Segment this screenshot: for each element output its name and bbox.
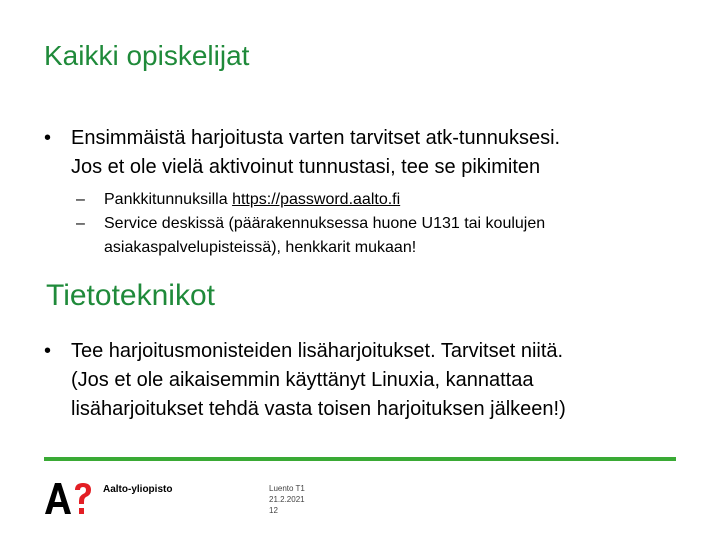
bullet-item [44,337,566,424]
bullet-mark: • [44,340,52,362]
bullet-item [44,124,560,182]
section-title: Tietoteknikot [46,279,215,312]
bullet-line: Ensimmäistä harjoitusta varten tarvitset atk-tunnuksesi. [71,127,561,149]
bullet-text [71,337,566,424]
sub-item-prefix: Pankkitunnuksilla [104,191,233,208]
bullet-line: Jos et ole vielä aktivoinut tunnustasi, tee se pikimiten [71,156,541,178]
bullet-line: (Jos et ole aikaisemmin käyttänyt Linuxia, kannattaa [71,369,534,391]
page-number: 12 [269,506,278,515]
bullet-mark: • [44,127,52,149]
footer-divider [44,457,676,461]
bullet-text [71,124,560,182]
bullet-line: Tee harjoitusmonisteiden lisäharjoitukset. Tarvitset niitä. [71,340,564,362]
brand-name: Aalto-yliopisto [103,484,173,495]
sub-list [76,188,545,260]
sub-item-text [104,188,400,212]
sub-item-bank [76,188,545,212]
sub-item-line: asiakaspalvelupisteissä), henkkarit mukaan! [104,239,417,256]
sub-item-line: Service deskissä (päärakennuksessa huone U131 tai koulujen [104,215,546,232]
bullet-line: lisäharjoitukset tehdä vasta toisen harjoituksen jälkeen!) [71,398,566,420]
sub-item-service-desk [76,212,545,260]
slide-meta [269,483,305,516]
slide-date: 21.2.2021 [269,495,305,504]
lecture-label: Luento T1 [269,484,305,493]
dash-mark: – [76,215,85,232]
sub-item-text [104,212,545,260]
slide-title: Kaikki opiskelijat [44,40,250,71]
dash-mark: – [76,191,85,208]
password-link[interactable]: https://password.aalto.fi [232,191,401,208]
aalto-logo-icon [44,481,94,515]
